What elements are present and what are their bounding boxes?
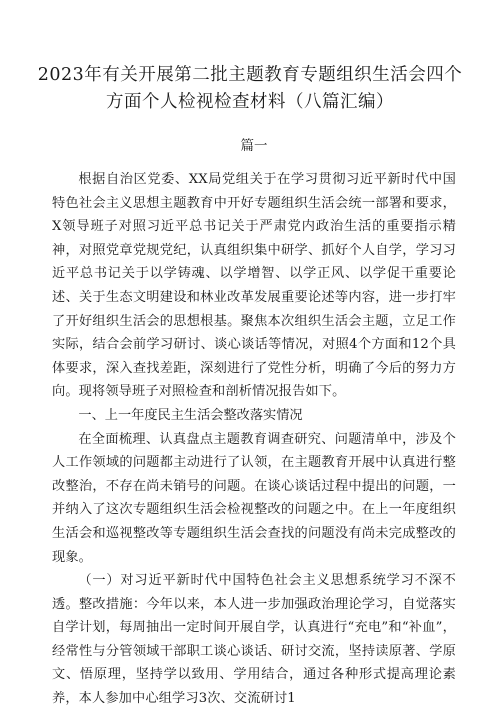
- document-title: 2023年有关开展第二批主题教育专题组织生活会四个方面个人检视检查材料（八篇汇编）: [37, 65, 463, 112]
- subsection-paragraph: （一）对习近平新时代中国特色社会主义思想系统学习不深不透。整改措施：今年以来，本人进一步加强政治理论学习，自觉落实自学计划，每周抽出一定时间开展自学，认真进行“充电”和“补血”，经常性与分管领域干部职工谈心谈话、研讨交流，坚持读原著、学原文、悟原理，坚持学以致用、学用结合，通过各种形式提高理论素养，本人参加中心组学习3次、交流研讨1: [52, 573, 456, 707]
- intro-paragraph: 根据自治区党委、XX局党组关于在学习贯彻习近平新时代中国特色社会主义思想主题教育中开好专题组织生活会统一部署和要求，X领导班子对照习近平总书记关于严肃党内政治生活的重要指示精神，对照党章党规党纪，认真组织集中研学、抓好个人自学，学习习近平总书记关于以学铸魂、以学增智、以学正风、以学促干重要论述、关于生态文明建设和林业改革发展重要论述等内容，进一步打牢了开好组织生活会的思想根基。聚焦本次组织生活会主题，立足工作实际，结合会前学习研讨、谈心谈话等情况，对照4个方面和12个具体要求，深入查找差距，深刻进行了党性分析，明确了今后的努力方向。现将领导班子对照检查和剖析情况报告如下。: [52, 172, 456, 400]
- section-paragraph: 在全面梳理、认真盘点主题教育调查研究、问题清单中，涉及个人工作领域的问题都主动进行了认领，在主题教育开展中认真进行整改整治，不存在尚未销号的问题。在谈心谈话过程中提出的问题，一并纳入了这次专题组织生活会检视整改的问题之中。在上一年度组织生活会和巡视整改等专题组织生活会查找的问题没有尚未完成整改的现象。: [52, 431, 456, 565]
- section-heading: 一、上一年度民主生活会整改落实情况: [78, 407, 303, 423]
- section-label: 篇一: [240, 138, 268, 154]
